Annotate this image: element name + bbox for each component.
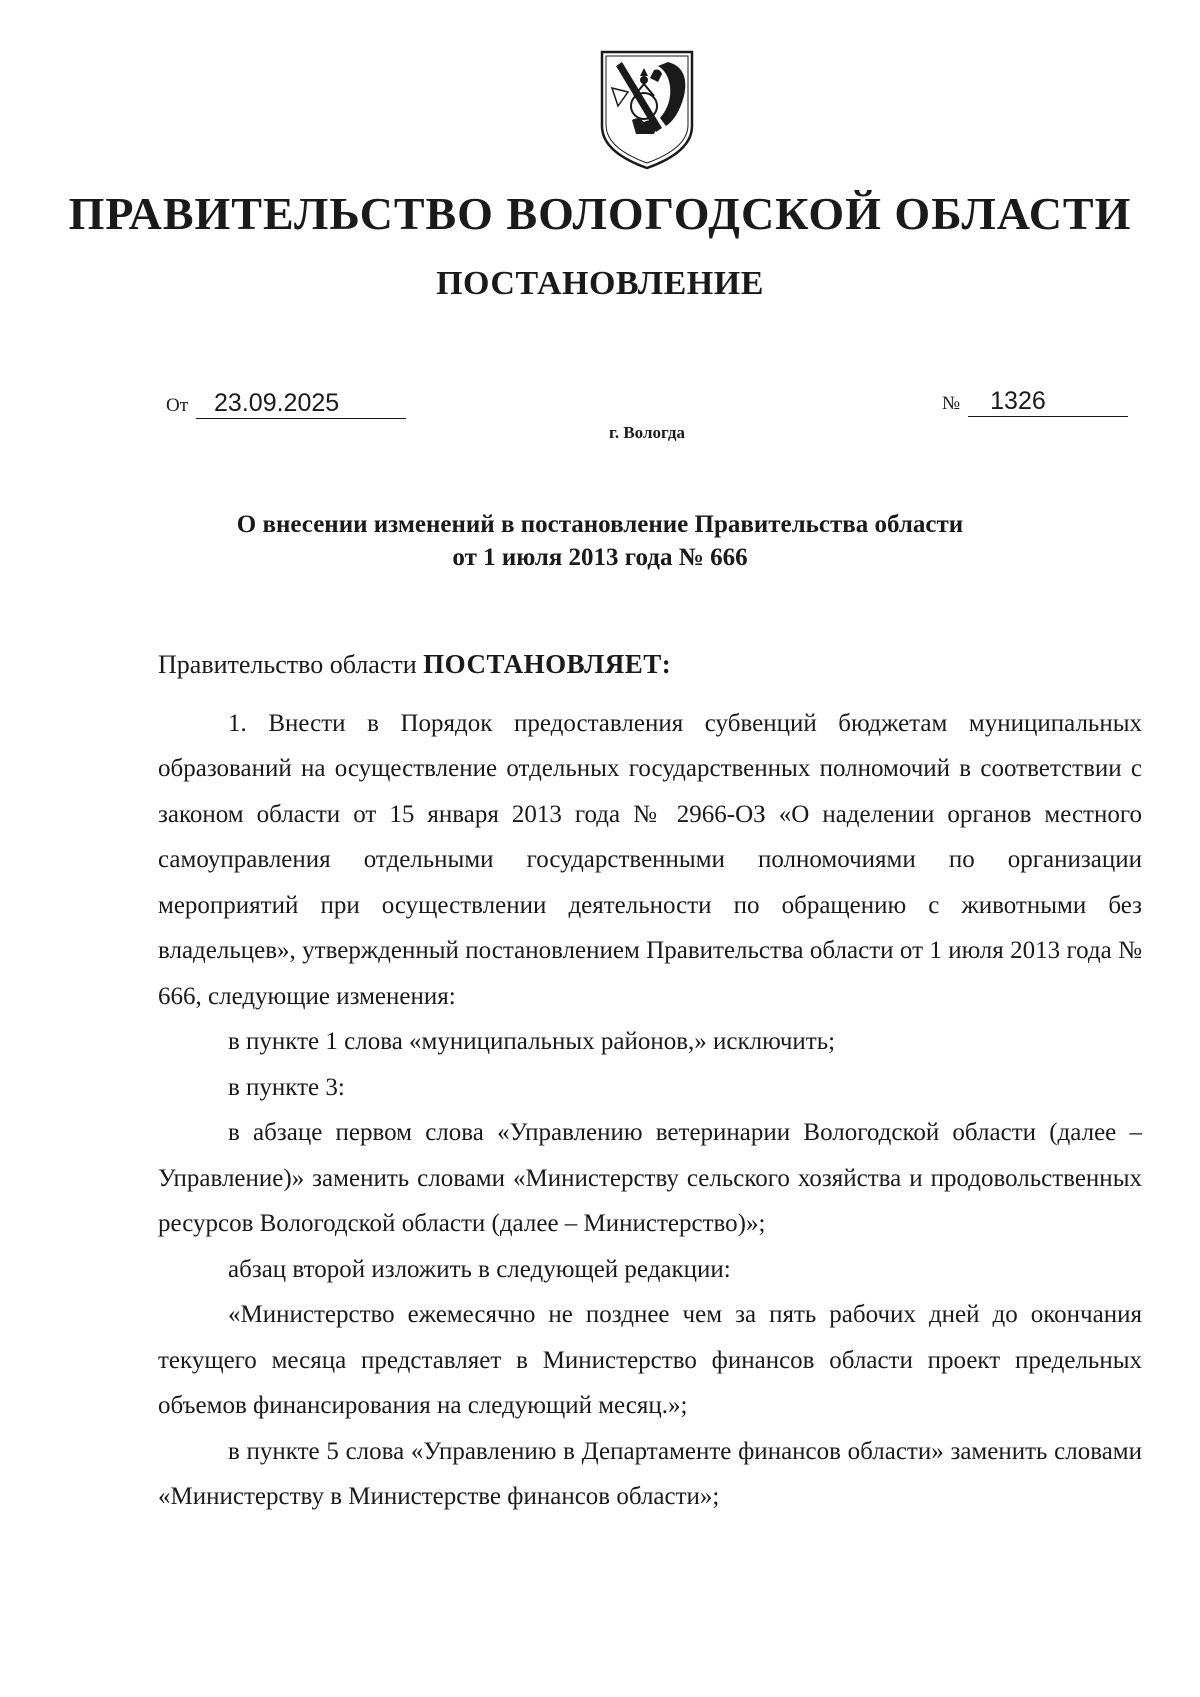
body-paragraph: в пункте 3: (228, 1073, 345, 1101)
date-value: 23.09.2025 (196, 388, 406, 419)
city: г. Вологда (609, 423, 685, 442)
subject-line-1: О внесении изменений в постановление Правительства области (236, 511, 964, 538)
document-type: ПОСТАНОВЛЕНИЕ (436, 265, 764, 302)
body-paragraph: в пункте 1 слова «муниципальных районов,» исключить; (228, 1028, 836, 1055)
intro-resolves: ПОСТАНОВЛЯЕТ: (423, 649, 672, 679)
subject-line-2: от 1 июля 2013 года № 666 (452, 544, 748, 571)
number-value: 1326 (968, 386, 1128, 417)
body-paragraph: абзац второй изложить в следующей редакции: (228, 1255, 731, 1283)
resolution-intro (158, 642, 1142, 688)
number-label: № (942, 393, 961, 414)
document-body (158, 642, 1142, 1520)
body-paragraph: 1. Внести в Порядок предоставления субвенций бюджетам муниципальных образований на осуществление отдельных государственных полномочий в соответствии с законом области от 15 января 2013 года № 2966-ОЗ «О наделении органов местного самоуправления отдельными государственными полномочиями по организации мероприятий при осуществлении деятельности по обращению с животными без владельцев», утвержденный постановлением Правительства области от 1 июля 2013 года № 666, следующие изменения: (158, 709, 1142, 1010)
date-label: От (166, 395, 189, 416)
body-paragraph: «Министерство ежемесячно не позднее чем за пять рабочих дней до окончания текущего месяца представляет в Министерство финансов области проект предельных объемов финансирования на следующий месяц.»; (158, 1301, 1142, 1419)
body-paragraph: в абзаце первом слова «Управлению ветеринарии Вологодской области (далее – Управление)» заменить словами «Министерству сельского хозяйства и продовольственных ресурсов Вологодской области (далее – Министерство)»; (158, 1119, 1142, 1237)
organization-title: ПРАВИТЕЛЬСТВО ВОЛОГОДСКОЙ ОБЛАСТИ (68, 188, 1132, 239)
body-paragraph: в пункте 5 слова «Управлению в Департаменте финансов области» заменить словами «Министерству в Министерстве финансов области»; (158, 1437, 1142, 1510)
vologda-coat-of-arms-icon (598, 48, 696, 172)
document-subject (0, 508, 1200, 574)
date-field (166, 388, 406, 421)
intro-prefix: Правительство области (158, 650, 424, 679)
number-field (942, 386, 1128, 419)
